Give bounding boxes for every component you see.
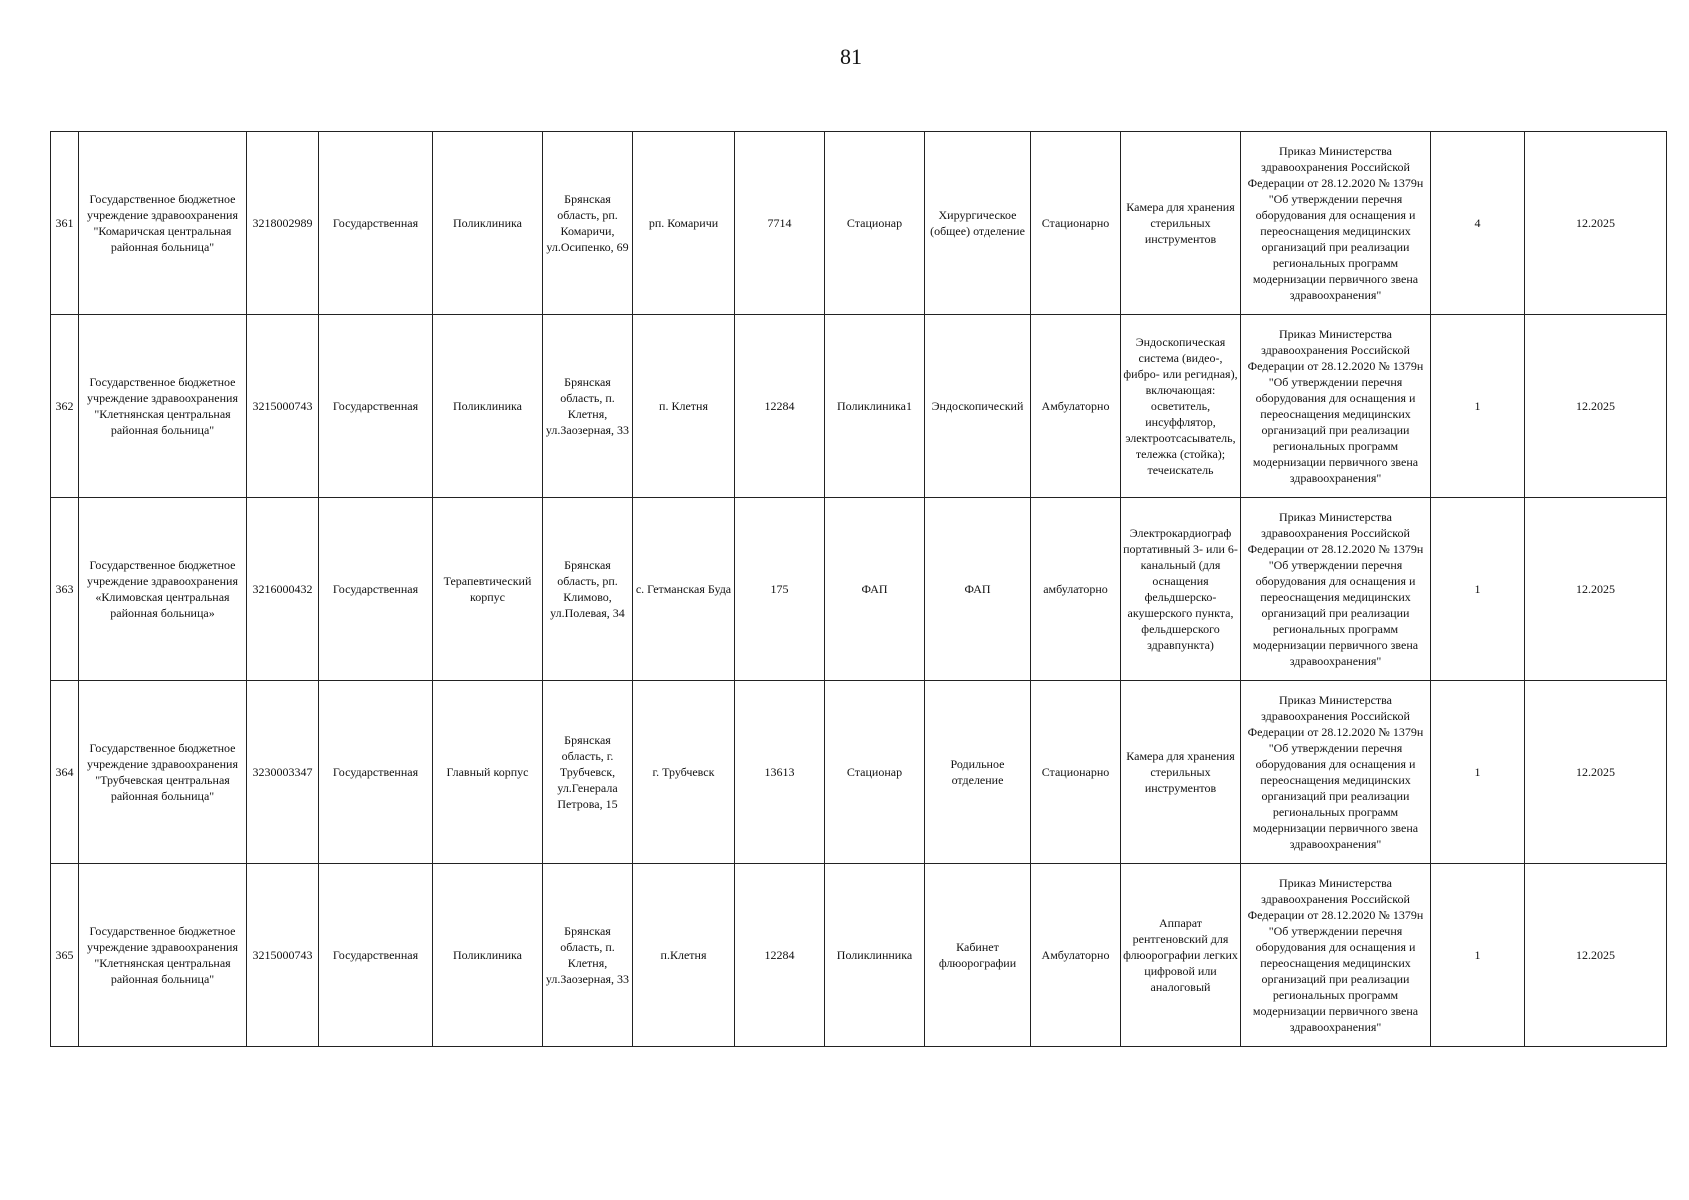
cell-population: 7714 xyxy=(735,132,825,315)
cell-ownership: Государственная xyxy=(319,681,433,864)
cell-facility: ФАП xyxy=(825,498,925,681)
cell-number: 364 xyxy=(51,681,79,864)
cell-inn: 3218002989 xyxy=(247,132,319,315)
cell-building: Поликлиника xyxy=(433,315,543,498)
cell-order: Приказ Министерства здравоохранения Российской Федерации от 28.12.2020 № 1379н "Об утверждении перечня оборудования для оснащения и переоснащения медицинских организаций при реализации региональных программ модернизации первичного звена здравоохранения" xyxy=(1241,132,1431,315)
cell-care-form: Стационарно xyxy=(1031,132,1121,315)
cell-department: Родильное отделение xyxy=(925,681,1031,864)
cell-equipment: Камера для хранения стерильных инструментов xyxy=(1121,681,1241,864)
cell-inn: 3230003347 xyxy=(247,681,319,864)
cell-date: 12.2025 xyxy=(1525,315,1667,498)
cell-locality: п.Клетня xyxy=(633,864,735,1047)
cell-facility: Стационар xyxy=(825,681,925,864)
page-number: 81 xyxy=(840,44,862,69)
table-row xyxy=(51,864,1667,1047)
cell-department: ФАП xyxy=(925,498,1031,681)
cell-organization: Государственное бюджетное учреждение здравоохранения "Комаричская центральная районная больница" xyxy=(79,132,247,315)
cell-population: 12284 xyxy=(735,315,825,498)
cell-number: 361 xyxy=(51,132,79,315)
cell-ownership: Государственная xyxy=(319,132,433,315)
cell-address: Брянская область, рп. Комаричи, ул.Осипенко, 69 xyxy=(543,132,633,315)
cell-building: Поликлиника xyxy=(433,132,543,315)
cell-inn: 3216000432 xyxy=(247,498,319,681)
cell-address: Брянская область, г. Трубчевск, ул.Генерала Петрова, 15 xyxy=(543,681,633,864)
cell-organization: Государственное бюджетное учреждение здравоохранения "Клетнянская центральная районная больница" xyxy=(79,864,247,1047)
cell-number: 365 xyxy=(51,864,79,1047)
cell-building: Главный корпус xyxy=(433,681,543,864)
cell-date: 12.2025 xyxy=(1525,498,1667,681)
cell-inn: 3215000743 xyxy=(247,315,319,498)
table-row xyxy=(51,315,1667,498)
cell-organization: Государственное бюджетное учреждение здравоохранения «Климовская центральная районная больница» xyxy=(79,498,247,681)
cell-equipment: Аппарат рентгеновский для флюорографии легких цифровой или аналоговый xyxy=(1121,864,1241,1047)
cell-organization: Государственное бюджетное учреждение здравоохранения "Трубчевская центральная районная больница" xyxy=(79,681,247,864)
cell-date: 12.2025 xyxy=(1525,132,1667,315)
cell-inn: 3215000743 xyxy=(247,864,319,1047)
table-row xyxy=(51,498,1667,681)
cell-facility: Поликлинника xyxy=(825,864,925,1047)
cell-number: 363 xyxy=(51,498,79,681)
cell-quantity: 1 xyxy=(1431,864,1525,1047)
cell-locality: с. Гетманская Буда xyxy=(633,498,735,681)
cell-care-form: амбулаторно xyxy=(1031,498,1121,681)
cell-care-form: Амбулаторно xyxy=(1031,864,1121,1047)
table-row xyxy=(51,681,1667,864)
cell-building: Терапевтический корпус xyxy=(433,498,543,681)
cell-order: Приказ Министерства здравоохранения Российской Федерации от 28.12.2020 № 1379н "Об утверждении перечня оборудования для оснащения и переоснащения медицинских организаций при реализации региональных программ модернизации первичного звена здравоохранения" xyxy=(1241,864,1431,1047)
cell-locality: г. Трубчевск xyxy=(633,681,735,864)
cell-quantity: 1 xyxy=(1431,681,1525,864)
cell-address: Брянская область, п. Клетня, ул.Заозерная, 33 xyxy=(543,315,633,498)
cell-equipment: Электрокардиограф портативный 3- или 6-канальный (для оснащения фельдшерско-акушерского пункта, фельдшерского здравпункта) xyxy=(1121,498,1241,681)
equipment-table xyxy=(50,131,1667,1047)
cell-population: 175 xyxy=(735,498,825,681)
cell-care-form: Стационарно xyxy=(1031,681,1121,864)
cell-order: Приказ Министерства здравоохранения Российской Федерации от 28.12.2020 № 1379н "Об утверждении перечня оборудования для оснащения и переоснащения медицинских организаций при реализации региональных программ модернизации первичного звена здравоохранения" xyxy=(1241,498,1431,681)
cell-address: Брянская область, рп. Климово, ул.Полевая, 34 xyxy=(543,498,633,681)
table-row xyxy=(51,132,1667,315)
cell-number: 362 xyxy=(51,315,79,498)
cell-date: 12.2025 xyxy=(1525,681,1667,864)
cell-facility: Стационар xyxy=(825,132,925,315)
cell-ownership: Государственная xyxy=(319,864,433,1047)
cell-ownership: Государственная xyxy=(319,498,433,681)
cell-department: Эндоскопический xyxy=(925,315,1031,498)
cell-department: Хирургическое (общее) отделение xyxy=(925,132,1031,315)
cell-equipment: Камера для хранения стерильных инструментов xyxy=(1121,132,1241,315)
cell-quantity: 1 xyxy=(1431,498,1525,681)
cell-order: Приказ Министерства здравоохранения Российской Федерации от 28.12.2020 № 1379н "Об утверждении перечня оборудования для оснащения и переоснащения медицинских организаций при реализации региональных программ модернизации первичного звена здравоохранения" xyxy=(1241,315,1431,498)
cell-quantity: 4 xyxy=(1431,132,1525,315)
cell-organization: Государственное бюджетное учреждение здравоохранения "Клетнянская центральная районная больница" xyxy=(79,315,247,498)
cell-facility: Поликлиника1 xyxy=(825,315,925,498)
cell-care-form: Амбулаторно xyxy=(1031,315,1121,498)
cell-locality: п. Клетня xyxy=(633,315,735,498)
cell-population: 13613 xyxy=(735,681,825,864)
cell-date: 12.2025 xyxy=(1525,864,1667,1047)
cell-locality: рп. Комаричи xyxy=(633,132,735,315)
cell-department: Кабинет флюорографии xyxy=(925,864,1031,1047)
cell-quantity: 1 xyxy=(1431,315,1525,498)
cell-order: Приказ Министерства здравоохранения Российской Федерации от 28.12.2020 № 1379н "Об утверждении перечня оборудования для оснащения и переоснащения медицинских организаций при реализации региональных программ модернизации первичного звена здравоохранения" xyxy=(1241,681,1431,864)
cell-population: 12284 xyxy=(735,864,825,1047)
cell-address: Брянская область, п. Клетня, ул.Заозерная, 33 xyxy=(543,864,633,1047)
cell-equipment: Эндоскопическая система (видео-, фибро- или регидная), включающая: осветитель, инсуффлятор, электроотсасыватель, тележка (стойка); течеискатель xyxy=(1121,315,1241,498)
cell-building: Поликлиника xyxy=(433,864,543,1047)
cell-ownership: Государственная xyxy=(319,315,433,498)
